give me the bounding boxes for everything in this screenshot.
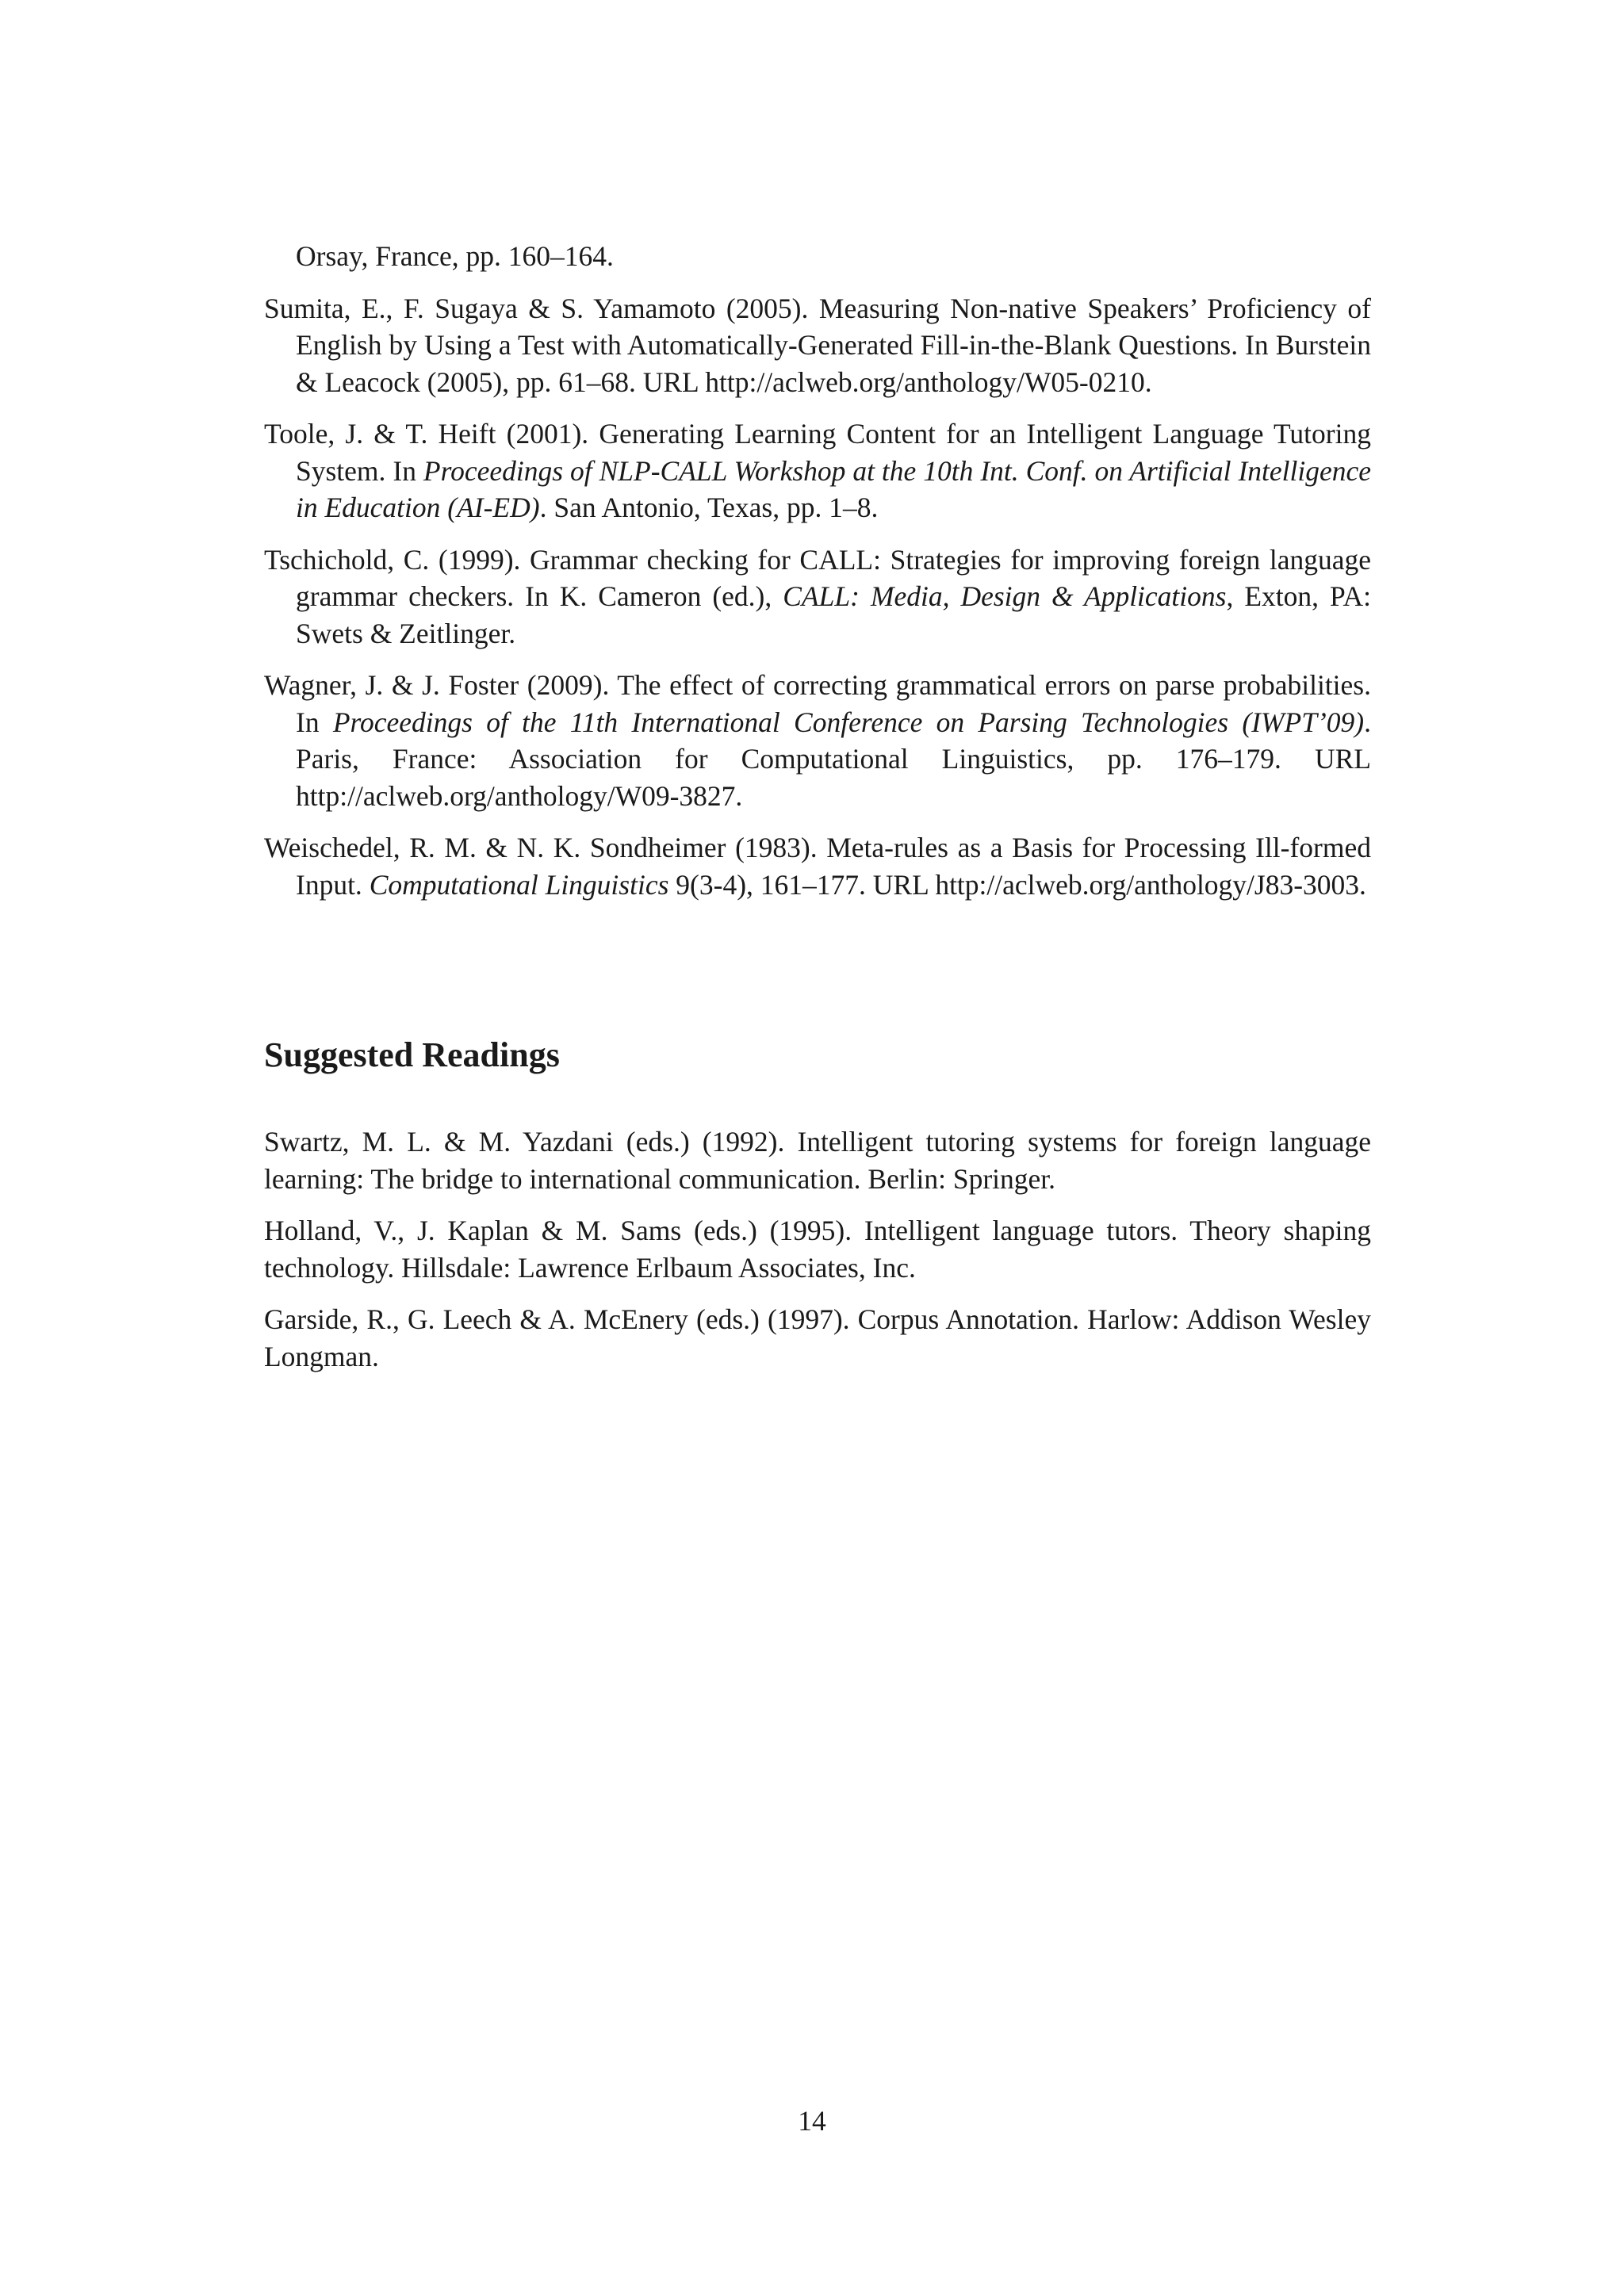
suggested-readings-list (264, 1123, 1371, 1375)
suggested-reading-item: Holland, V., J. Kaplan & M. Sams (eds.) (1995). Intelligent language tutors. Theory shaping technology. Hillsdale: Lawrence Erlbaum Associates, Inc. (264, 1215, 1371, 1284)
reference-toole (264, 415, 1371, 526)
suggested-reading-item: Swartz, M. L. & M. Yazdani (eds.) (1992). Intelligent tutoring systems for foreign language learning: The bridge to international communication. Berlin: Springer. (264, 1126, 1371, 1195)
reference-text: Wagner, J. & J. Foster (2009). The effect of correcting grammatical errors on parse probabilities. In (264, 669, 1371, 738)
reference-venue: Computational Linguistics (369, 868, 669, 901)
reference-tschichold (264, 541, 1371, 652)
reference-venue: Proceedings of NLP-CALL Workshop at the 10th Int. Conf. on Artificial Intelligence in Education (AI-ED) (296, 454, 1371, 523)
reference-text: Tschichold, C. (1999). Grammar checking for CALL: Strategies for improving foreign language grammar checkers. In K. Cameron (ed.), (264, 543, 1371, 612)
reference-sumita (264, 290, 1371, 401)
reference-text: Toole, J. & T. Heift (2001). Generating Learning Content for an Intelligent Language Tutoring System. In (264, 418, 1371, 487)
reference-text: . Paris, France: Association for Computational Linguistics, pp. 176–179. URL http://aclweb.org/anthology/W09-3827. (296, 706, 1371, 812)
reference-venue: CALL: Media, Design & Applications (783, 580, 1227, 612)
reference-text: 9(3-4), 161–177. URL http://aclweb.org/anthology/J83-3003. (668, 868, 1366, 901)
section-title: Suggested Readings (264, 1035, 560, 1074)
reference-text: . San Antonio, Texas, pp. 1–8. (539, 492, 879, 523)
reference-venue: Proceedings of the 11th International Conference on Parsing Technologies (IWPT’09) (332, 706, 1365, 738)
references-list (264, 238, 1371, 903)
reference-text: , Exton, PA: Swets & Zeitlinger. (296, 580, 1371, 649)
reference-continuation: Orsay, France, pp. 160–164. (296, 240, 614, 272)
suggested-reading-item: Garside, R., G. Leech & A. McEnery (eds.) (1997). Corpus Annotation. Harlow: Addison Wesley Longman. (264, 1303, 1371, 1372)
reference-text: Sumita, E., F. Sugaya & S. Yamamoto (2005). Measuring Non-native Speakers’ Proficiency of English by Using a Test with Automatically-Generated Fill-in-the-Blank Questions. In Burstein & Leacock (2005), pp. 61–68. URL http://aclweb.org/anthology/W05-0210. (264, 292, 1371, 398)
reference-text: Weischedel, R. M. & N. K. Sondheimer (1983). Meta-rules as a Basis for Processing Ill-formed Input. (264, 832, 1371, 901)
reference-weischedel (264, 829, 1371, 903)
reference-wagner (264, 667, 1371, 814)
page-number: 14 (798, 2105, 826, 2137)
